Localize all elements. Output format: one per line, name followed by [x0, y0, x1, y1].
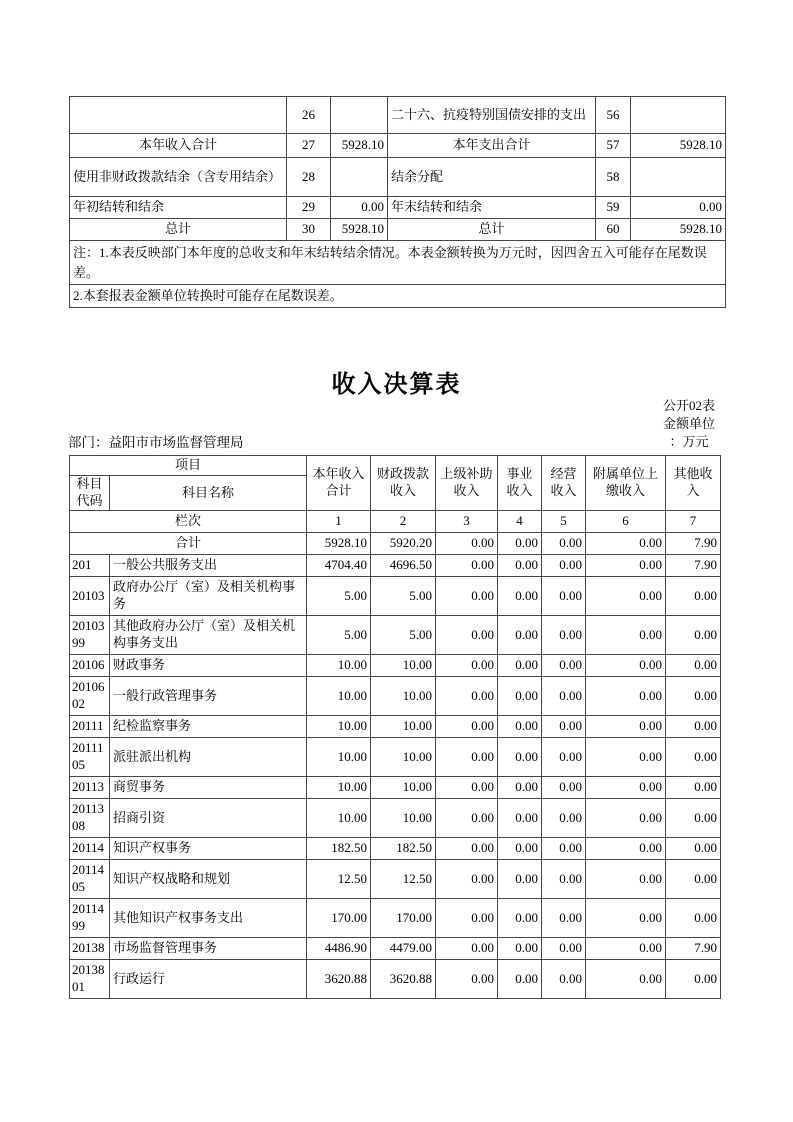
amount-cell: 0.00	[666, 677, 721, 716]
left-item-label: 年初结转和结余	[70, 197, 287, 219]
note-text: 注：1.本表反映部门本年度的总收支和年末结转结余情况。本表金额转换为万元时，因四舍五入可能存在尾数误差。	[70, 241, 726, 285]
header-column	[586, 456, 666, 511]
left-line-number: 30	[287, 219, 331, 241]
amount-cell: 4696.50	[371, 555, 436, 577]
subject-code: 20138	[70, 938, 110, 960]
amount-cell: 0.00	[542, 838, 586, 860]
grand-total-value: 0.00	[586, 533, 666, 555]
amount-cell: 0.00	[436, 738, 498, 777]
amount-cell: 0.00	[666, 777, 721, 799]
subject-name: 行政运行	[110, 960, 307, 999]
note-row	[70, 241, 726, 285]
amount-cell: 0.00	[586, 899, 666, 938]
income-row	[70, 677, 721, 716]
income-row	[70, 860, 721, 899]
subject-name: 纪检监察事务	[110, 716, 307, 738]
amount-cell: 0.00	[542, 777, 586, 799]
right-line-number: 56	[596, 97, 631, 134]
amount-cell: 4479.00	[371, 938, 436, 960]
subject-code: 201	[70, 555, 110, 577]
grand-total-value: 0.00	[436, 533, 498, 555]
amount-cell: 0.00	[542, 899, 586, 938]
subject-name: 招商引资	[110, 799, 307, 838]
header-project: 项目	[70, 456, 307, 476]
header-column	[307, 456, 371, 511]
amount-cell: 0.00	[498, 555, 542, 577]
right-line-number: 57	[596, 134, 631, 158]
amount-cell: 0.00	[436, 777, 498, 799]
subject-code: 20103	[70, 577, 110, 616]
column-index-number: 4	[498, 511, 542, 533]
amount-cell: 0.00	[586, 838, 666, 860]
amount-cell: 10.00	[307, 738, 371, 777]
header-column	[666, 456, 721, 511]
amount-cell: 0.00	[586, 616, 666, 655]
header-column	[498, 456, 542, 511]
right-line-number: 60	[596, 219, 631, 241]
amount-cell: 0.00	[498, 777, 542, 799]
column-index-number: 1	[307, 511, 371, 533]
header-column	[542, 456, 586, 511]
left-line-number: 27	[287, 134, 331, 158]
amount-cell: 0.00	[586, 777, 666, 799]
income-row	[70, 655, 721, 677]
amount-cell: 0.00	[436, 838, 498, 860]
amount-cell: 182.50	[307, 838, 371, 860]
grand-total-value: 5920.20	[371, 533, 436, 555]
amount-cell: 0.00	[542, 960, 586, 999]
amount-cell: 0.00	[436, 960, 498, 999]
income-row	[70, 738, 721, 777]
amount-cell: 0.00	[498, 716, 542, 738]
left-line-number: 29	[287, 197, 331, 219]
amount-cell: 170.00	[307, 899, 371, 938]
amount-cell: 0.00	[586, 716, 666, 738]
amount-cell: 0.00	[542, 938, 586, 960]
amount-cell: 0.00	[498, 860, 542, 899]
amount-cell: 10.00	[371, 777, 436, 799]
right-line-number: 59	[596, 197, 631, 219]
amount-cell: 4486.90	[307, 938, 371, 960]
subject-code: 2010602	[70, 677, 110, 716]
subject-name: 一般行政管理事务	[110, 677, 307, 716]
table-code-label: 公开02表	[662, 398, 715, 413]
amount-cell: 0.00	[666, 799, 721, 838]
summary-row	[70, 158, 726, 197]
amount-cell: 182.50	[371, 838, 436, 860]
subject-name: 知识产权事务	[110, 838, 307, 860]
grand-total-value: 0.00	[498, 533, 542, 555]
amount-cell: 0.00	[498, 677, 542, 716]
amount-cell: 0.00	[542, 555, 586, 577]
unit-label-line2: ：万元	[669, 433, 709, 449]
header-column-label: 经营收入	[550, 466, 577, 498]
amount-cell: 0.00	[586, 960, 666, 999]
amount-cell: 0.00	[498, 655, 542, 677]
subject-name: 政府办公厅（室）及相关机构事务	[110, 577, 307, 616]
amount-cell: 0.00	[666, 716, 721, 738]
amount-cell: 3620.88	[307, 960, 371, 999]
department-label: 部门：益阳市市场监督管理局	[68, 435, 244, 450]
left-line-number: 26	[287, 97, 331, 134]
column-index-number: 6	[586, 511, 666, 533]
header-column-label: 事业收入	[506, 466, 533, 498]
subject-name: 市场监督管理事务	[110, 938, 307, 960]
income-row	[70, 716, 721, 738]
amount-cell: 0.00	[498, 616, 542, 655]
right-item-label: 本年支出合计	[388, 134, 596, 158]
amount-cell: 0.00	[498, 899, 542, 938]
summary-row	[70, 197, 726, 219]
amount-cell: 0.00	[542, 860, 586, 899]
subject-name: 派驻派出机构	[110, 738, 307, 777]
subject-code: 20114	[70, 838, 110, 860]
header-subject-name: 科目名称	[110, 476, 307, 511]
amount-cell: 0.00	[586, 938, 666, 960]
income-row	[70, 938, 721, 960]
amount-cell: 0.00	[436, 555, 498, 577]
header-subject-code: 科目代码	[70, 476, 110, 511]
left-amount: 5928.10	[331, 219, 388, 241]
income-row	[70, 777, 721, 799]
amount-cell: 0.00	[542, 577, 586, 616]
amount-cell: 0.00	[666, 655, 721, 677]
amount-cell: 5.00	[307, 577, 371, 616]
amount-cell: 0.00	[436, 616, 498, 655]
subject-code: 20106	[70, 655, 110, 677]
amount-cell: 10.00	[307, 677, 371, 716]
subject-code: 20113	[70, 777, 110, 799]
summary-row	[70, 134, 726, 158]
amount-cell: 10.00	[371, 677, 436, 716]
amount-cell: 0.00	[498, 738, 542, 777]
column-index-label: 栏次	[70, 511, 307, 533]
right-amount: 5928.10	[631, 134, 726, 158]
amount-cell: 0.00	[542, 655, 586, 677]
income-table	[69, 455, 721, 999]
right-item-label: 结余分配	[388, 158, 596, 197]
amount-cell: 10.00	[371, 716, 436, 738]
amount-cell: 5.00	[371, 616, 436, 655]
income-row	[70, 577, 721, 616]
header-column	[436, 456, 498, 511]
amount-cell: 10.00	[371, 738, 436, 777]
amount-cell: 0.00	[436, 655, 498, 677]
grand-total-value: 0.00	[542, 533, 586, 555]
income-row	[70, 899, 721, 938]
left-amount	[331, 158, 388, 197]
left-item-label: 使用非财政拨款结余（含专用结余）	[70, 158, 287, 197]
right-amount: 5928.10	[631, 219, 726, 241]
right-amount: 0.00	[631, 197, 726, 219]
header-column-label: 附属单位上缴收入	[593, 466, 659, 498]
subject-code: 20111	[70, 716, 110, 738]
column-index-number: 7	[666, 511, 721, 533]
amount-cell: 0.00	[666, 577, 721, 616]
amount-cell: 0.00	[436, 899, 498, 938]
header-column-label: 本年收入合计	[312, 466, 365, 498]
column-index-row	[70, 511, 721, 533]
amount-cell: 0.00	[666, 838, 721, 860]
income-row	[70, 616, 721, 655]
amount-cell: 170.00	[371, 899, 436, 938]
amount-cell: 0.00	[436, 577, 498, 616]
amount-cell: 0.00	[586, 555, 666, 577]
grand-total-row	[70, 533, 721, 555]
amount-cell: 0.00	[666, 860, 721, 899]
amount-cell: 0.00	[436, 860, 498, 899]
right-item-label: 二十六、抗疫特别国债安排的支出	[388, 97, 596, 134]
summary-row	[70, 97, 726, 134]
page-title: 收入决算表	[331, 372, 462, 398]
left-amount: 0.00	[331, 197, 388, 219]
amount-cell: 0.00	[498, 960, 542, 999]
amount-cell: 12.50	[371, 860, 436, 899]
amount-cell: 0.00	[542, 799, 586, 838]
income-row	[70, 555, 721, 577]
left-amount	[331, 97, 388, 134]
income-header-row-project	[70, 456, 721, 476]
left-item-label: 总计	[70, 219, 287, 241]
amount-cell: 0.00	[542, 677, 586, 716]
amount-cell: 0.00	[498, 838, 542, 860]
amount-cell: 0.00	[586, 860, 666, 899]
column-index-number: 3	[436, 511, 498, 533]
amount-cell: 0.00	[586, 799, 666, 838]
subject-code: 2011499	[70, 899, 110, 938]
amount-cell: 3620.88	[371, 960, 436, 999]
amount-cell: 4704.40	[307, 555, 371, 577]
right-item-label: 年末结转和结余	[388, 197, 596, 219]
subject-name: 知识产权战略和规划	[110, 860, 307, 899]
income-row	[70, 838, 721, 860]
table-meta	[650, 397, 728, 451]
subject-name: 其他知识产权事务支出	[110, 899, 307, 938]
note-text: 2.本套报表金额单位转换时可能存在尾数误差。	[70, 285, 726, 308]
left-line-number: 28	[287, 158, 331, 197]
grand-total-label: 合计	[70, 533, 307, 555]
amount-cell: 0.00	[498, 577, 542, 616]
amount-cell: 0.00	[586, 577, 666, 616]
amount-cell: 0.00	[586, 738, 666, 777]
summary-row	[70, 219, 726, 241]
column-index-number: 5	[542, 511, 586, 533]
header-column-label: 财政拨款收入	[377, 466, 430, 498]
subject-code: 2013801	[70, 960, 110, 999]
amount-cell: 0.00	[666, 738, 721, 777]
subject-name: 商贸事务	[110, 777, 307, 799]
unit-label-line1: 金额单位	[662, 415, 715, 431]
income-row	[70, 799, 721, 838]
amount-cell: 7.90	[666, 555, 721, 577]
subject-name: 一般公共服务支出	[110, 555, 307, 577]
summary-table	[69, 96, 726, 308]
right-amount	[631, 158, 726, 197]
amount-cell: 10.00	[307, 777, 371, 799]
subject-name: 其他政府办公厅（室）及相关机构事务支出	[110, 616, 307, 655]
right-amount	[631, 97, 726, 134]
amount-cell: 5.00	[371, 577, 436, 616]
left-item-label	[70, 97, 287, 134]
left-amount: 5928.10	[331, 134, 388, 158]
amount-cell: 0.00	[436, 677, 498, 716]
amount-cell: 0.00	[498, 938, 542, 960]
amount-cell: 0.00	[542, 616, 586, 655]
subject-code: 2011105	[70, 738, 110, 777]
header-column-label: 上级补助收入	[440, 466, 493, 498]
amount-cell: 0.00	[436, 799, 498, 838]
left-item-label: 本年收入合计	[70, 134, 287, 158]
amount-cell: 7.90	[666, 938, 721, 960]
amount-cell: 10.00	[371, 655, 436, 677]
amount-cell: 0.00	[666, 899, 721, 938]
amount-cell: 0.00	[542, 716, 586, 738]
amount-cell: 0.00	[666, 960, 721, 999]
amount-cell: 10.00	[307, 716, 371, 738]
income-row	[70, 960, 721, 999]
amount-cell: 5.00	[307, 616, 371, 655]
amount-cell: 0.00	[666, 616, 721, 655]
amount-cell: 10.00	[307, 655, 371, 677]
amount-cell: 0.00	[586, 677, 666, 716]
right-line-number: 58	[596, 158, 631, 197]
header-column-label: 其他收入	[673, 466, 713, 498]
amount-cell: 12.50	[307, 860, 371, 899]
subject-name: 财政事务	[110, 655, 307, 677]
amount-cell: 0.00	[586, 655, 666, 677]
subject-code: 2010399	[70, 616, 110, 655]
right-item-label: 总计	[388, 219, 596, 241]
amount-cell: 10.00	[371, 799, 436, 838]
amount-cell: 0.00	[436, 938, 498, 960]
subject-code: 2011308	[70, 799, 110, 838]
amount-cell: 0.00	[436, 716, 498, 738]
subject-code: 2011405	[70, 860, 110, 899]
amount-cell: 10.00	[307, 799, 371, 838]
amount-cell: 0.00	[498, 799, 542, 838]
grand-total-value: 5928.10	[307, 533, 371, 555]
column-index-number: 2	[371, 511, 436, 533]
amount-cell: 0.00	[542, 738, 586, 777]
grand-total-value: 7.90	[666, 533, 721, 555]
note-row	[70, 285, 726, 308]
header-column	[371, 456, 436, 511]
